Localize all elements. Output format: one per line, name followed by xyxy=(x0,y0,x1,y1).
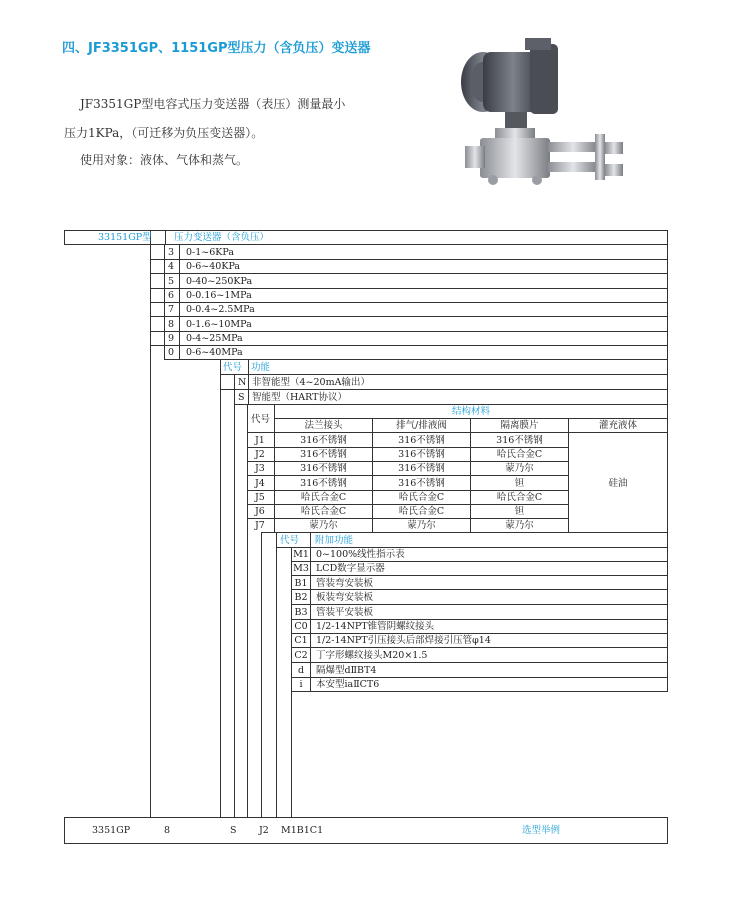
example-model: 3351GP xyxy=(92,825,131,836)
material-col-fill: 灌充液体 xyxy=(598,420,637,431)
option-code: d xyxy=(297,665,305,676)
material-diaphragm: 哈氏合金C xyxy=(496,449,543,460)
material-flange: 蒙乃尔 xyxy=(309,520,338,531)
material-flange: 316不锈钢 xyxy=(300,463,347,474)
range-code: 0 xyxy=(168,347,175,358)
intro-line-1: JF3351GP型电容式压力变送器（表压）测量最小 xyxy=(80,97,346,111)
material-col-diaphragm: 隔离膜片 xyxy=(500,420,539,431)
option-code: i xyxy=(299,679,303,690)
material-vent: 316不锈钢 xyxy=(398,435,445,446)
example-range: 8 xyxy=(164,825,171,836)
function-label: 非智能型（4~20mA输出） xyxy=(252,377,370,388)
options-header-code: 代号 xyxy=(280,535,300,546)
option-label: 隔爆型dⅡBT4 xyxy=(316,665,377,676)
option-label: LCD数字显示器 xyxy=(316,563,385,574)
option-code: M1 xyxy=(293,549,309,560)
range-code: 9 xyxy=(168,333,175,344)
material-flange: 316不锈钢 xyxy=(300,449,347,460)
option-label: 板装弯安装板 xyxy=(316,592,374,603)
options-header-label: 附加功能 xyxy=(315,535,354,546)
function-header-code: 代号 xyxy=(223,362,243,373)
model-name: 压力变送器（含负压） xyxy=(174,232,270,243)
material-diaphragm: 钽 xyxy=(514,506,525,517)
example-material: J2 xyxy=(259,825,269,836)
range-label: 0-6~40MPa xyxy=(186,347,243,358)
material-fill-value: 硅油 xyxy=(608,478,628,489)
option-label: 1/2-14NPT锥管阴螺纹接头 xyxy=(316,621,435,632)
range-code: 4 xyxy=(168,261,175,272)
option-code: C0 xyxy=(294,621,308,632)
range-code: 8 xyxy=(168,319,175,330)
range-label: 0-6~40KPa xyxy=(186,261,241,272)
range-code: 3 xyxy=(168,247,175,258)
material-vent: 316不锈钢 xyxy=(398,478,445,489)
material-col-flange: 法兰接头 xyxy=(304,420,343,431)
option-code: M3 xyxy=(293,563,309,574)
range-label: 0-1.6~10MPa xyxy=(186,319,252,330)
material-diaphragm: 钽 xyxy=(514,478,525,489)
material-code: J7 xyxy=(255,520,265,531)
range-code: 6 xyxy=(168,290,175,301)
material-code: J3 xyxy=(255,463,265,474)
option-label: 0~100%线性指示表 xyxy=(316,549,405,560)
function-code: S xyxy=(238,392,245,403)
material-flange: 哈氏合金C xyxy=(300,492,347,503)
material-code: J4 xyxy=(255,478,265,489)
function-label: 智能型（HART协议） xyxy=(252,392,347,403)
option-label: 管装弯安装板 xyxy=(316,578,374,589)
material-vent: 316不锈钢 xyxy=(398,463,445,474)
material-vent: 哈氏合金C xyxy=(398,492,445,503)
material-flange: 316不锈钢 xyxy=(300,435,347,446)
example-options: M1B1C1 xyxy=(281,825,324,836)
model-code: 33151GP型 xyxy=(98,232,152,243)
material-code: J2 xyxy=(255,449,265,460)
material-header-code: 代号 xyxy=(251,414,271,425)
option-label: 管装平安装板 xyxy=(316,607,374,618)
material-diaphragm: 蒙乃尔 xyxy=(505,520,534,531)
option-label: 丁字形螺纹接头M20×1.5 xyxy=(316,650,428,661)
section-heading: 四、JF3351GP、1151GP型压力（含负压）变送器 xyxy=(62,41,371,56)
option-code: C2 xyxy=(294,650,308,661)
material-code: J5 xyxy=(255,492,265,503)
material-vent: 蒙乃尔 xyxy=(407,520,436,531)
function-header-label: 功能 xyxy=(251,362,271,373)
material-diaphragm: 哈氏合金C xyxy=(496,492,543,503)
material-code: J6 xyxy=(255,506,265,517)
option-code: B1 xyxy=(294,578,308,589)
range-label: 0-40~250KPa xyxy=(186,276,253,287)
material-diaphragm: 蒙乃尔 xyxy=(505,463,534,474)
option-code: B3 xyxy=(294,607,308,618)
option-code: C1 xyxy=(294,635,308,646)
range-code: 7 xyxy=(168,304,175,315)
material-vent: 哈氏合金C xyxy=(398,506,445,517)
range-code: 5 xyxy=(168,276,175,287)
option-label: 本安型iaⅡCT6 xyxy=(316,679,380,690)
intro-line-3: 使用对象：液体、气体和蒸气。 xyxy=(80,153,249,167)
material-flange: 316不锈钢 xyxy=(300,478,347,489)
example-label: 选型举例 xyxy=(522,825,561,836)
example-function: S xyxy=(230,825,237,836)
material-flange: 哈氏合金C xyxy=(300,506,347,517)
material-vent: 316不锈钢 xyxy=(398,449,445,460)
range-label: 0-0.4~2.5MPa xyxy=(186,304,255,315)
range-label: 0-4~25MPa xyxy=(186,333,243,344)
material-diaphragm: 316不锈钢 xyxy=(496,435,543,446)
material-col-vent: 排气/排液阀 xyxy=(396,420,447,431)
material-title: 结构材料 xyxy=(451,406,490,417)
option-label: 1/2-14NPT引压接头后部焊接引压管φ14 xyxy=(316,635,491,646)
function-code: N xyxy=(238,377,247,388)
range-label: 0-0.16~1MPa xyxy=(186,290,252,301)
option-code: B2 xyxy=(294,592,308,603)
range-label: 0-1~6KPa xyxy=(186,247,235,258)
material-code: J1 xyxy=(255,435,265,446)
intro-line-2: 压力1KPa，（可迁移为负压变送器）。 xyxy=(64,126,264,140)
